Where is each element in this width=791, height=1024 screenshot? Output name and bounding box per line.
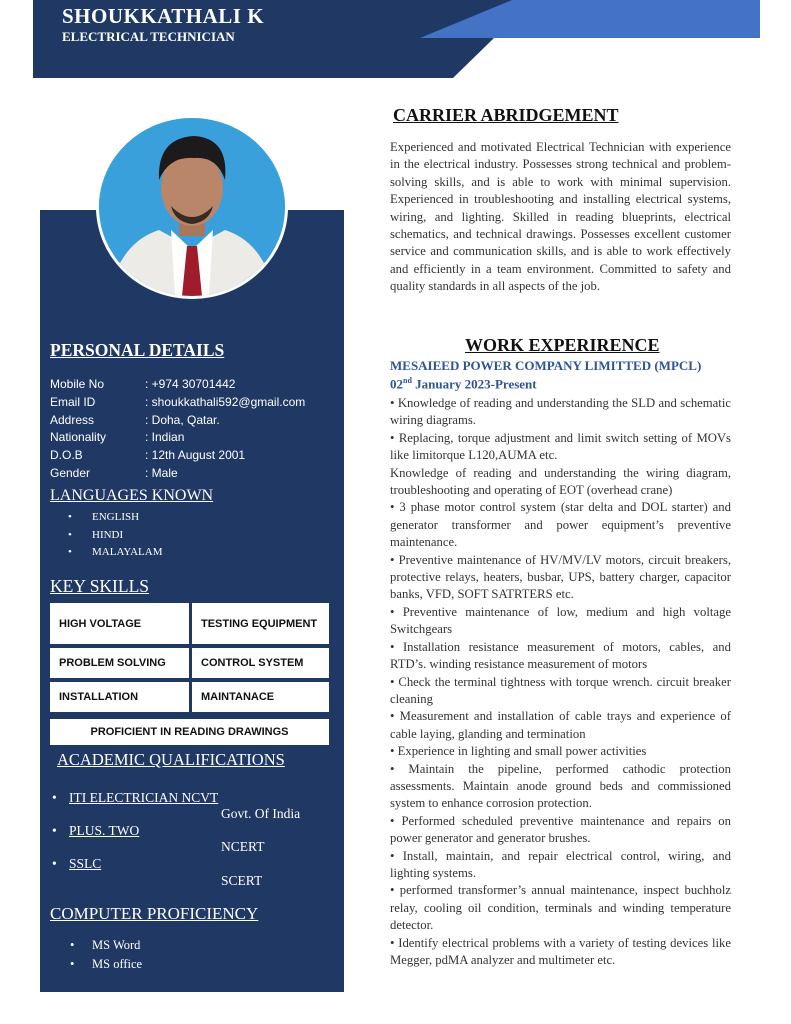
personal-value: : Indian xyxy=(145,430,185,445)
academic-item-sslc: • SSLC xyxy=(52,856,102,871)
personal-row-dob xyxy=(50,447,305,465)
candidate-role: ELECTRICAL TECHNICIAN xyxy=(62,29,235,44)
personal-row-address xyxy=(50,412,305,430)
summary-paragraph: Experienced and motivated Electrical Technician with experience in the electrical industry. Possesses strong technical and problem-solving skills, and is able to work with minimal supervision. Experienced in troubleshooting and installing electrical systems, wiring, and lighting. Skilled in reading blueprints, electrical schematics, and technical drawings. Possesses excellent customer service and communication skills, and is able to work effectively and efficiently in a team environment. Committed to safety and quality standards in all aspects of the job. xyxy=(390,140,731,294)
date-suffix: nd xyxy=(403,376,412,385)
academic-name: SSLC xyxy=(69,856,102,871)
duty-item: • Install, maintain, and repair electrical control, wiring, and lighting systems. xyxy=(390,848,731,880)
skill-box: PROBLEM SOLVING xyxy=(50,648,189,678)
computer-item: • MS office xyxy=(70,957,143,971)
duty-item: • Maintain the pipeline, performed cathodic protection assessments. Maintain anode ground beds and commissioned system to enhance corrosion protection. xyxy=(390,761,731,811)
profile-photo-illustration xyxy=(99,118,285,296)
duty-item: Knowledge of reading and understanding the wiring diagram, troubleshooting and operating of EOT (overhead crane) xyxy=(390,465,731,498)
duty-item: • Preventive maintenance of HV/MV/LV motors, circuit breakers, protective relays, heaters, busbar, UPS, battery charger, capacitor banks, VFD, SOFT SATRTERS etc. xyxy=(390,552,731,602)
academic-item-iti: • ITI ELECTRICIAN NCVT xyxy=(52,790,219,805)
skill-box: CONTROL SYSTEM xyxy=(192,648,329,678)
skill-box-wide: PROFICIENT IN READING DRAWINGS xyxy=(50,719,329,745)
summary-heading: CARRIER ABRIDGEMENT xyxy=(393,105,619,125)
duty-item: • Experience in lighting and small power activities xyxy=(390,744,647,759)
personal-key: Nationality xyxy=(50,430,107,445)
date-day: 02 xyxy=(390,376,403,392)
personal-row-email xyxy=(50,394,305,412)
personal-key: D.O.B xyxy=(50,448,83,463)
academic-item-plustwo: • PLUS. TWO xyxy=(52,823,140,838)
academic-heading: ACADEMIC QUALIFICATIONS xyxy=(57,750,285,769)
computer-item-label: MS Word xyxy=(92,938,141,952)
skill-box: TESTING EQUIPMENT xyxy=(192,603,329,644)
personal-details-heading: PERSONAL DETAILS xyxy=(50,340,225,360)
duty-item: • Check the terminal tightness with torque wrench. circuit breaker cleaning xyxy=(390,674,731,706)
personal-row-gender xyxy=(50,465,305,483)
skill-box: INSTALLATION xyxy=(50,682,189,712)
work-heading: WORK EXPERIRENCE xyxy=(465,335,660,355)
language-item: • MALAYALAM xyxy=(68,544,163,562)
academic-name: PLUS. TWO xyxy=(69,823,140,838)
computer-heading: COMPUTER PROFICIENCY xyxy=(50,904,259,923)
duty-item: • Knowledge of reading and understanding the SLD and schematic wiring diagrams. xyxy=(390,396,731,428)
profile-photo xyxy=(96,115,288,299)
duty-item: • Performed scheduled preventive maintenance and repairs on power generator and generator brushes. xyxy=(390,813,731,846)
sidebar xyxy=(40,210,344,992)
personal-key: Email ID xyxy=(50,394,96,409)
personal-key: Address xyxy=(50,412,95,427)
academic-board: NCERT xyxy=(221,839,265,854)
date-rest: January 2023-Present xyxy=(411,376,537,392)
academic-board: Govt. Of India xyxy=(221,806,301,821)
languages-list xyxy=(68,509,163,562)
personal-key: Mobile No xyxy=(50,377,105,391)
personal-value: : 12th August 2001 xyxy=(145,448,246,463)
computer-item-label: MS office xyxy=(92,957,143,971)
language-item: • HINDI xyxy=(68,527,163,545)
computer-item: • MS Word xyxy=(70,938,141,952)
company-name: MESAIEED POWER COMPANY LIMITTED (MPCL) xyxy=(390,358,702,373)
duty-item: • Measurement and installation of cable trays and experience of cable laying, glanding and termination xyxy=(390,709,731,741)
employment-date xyxy=(390,376,537,392)
language-item: • ENGLISH xyxy=(68,509,163,527)
academic-board: SCERT xyxy=(221,873,263,888)
academic-name: ITI ELECTRICIAN NCVT xyxy=(69,790,219,805)
duty-item: • Installation resistance measurement of motors, cables, and RTD’s. winding resistance measurement of motors xyxy=(390,639,731,672)
skill-box: HIGH VOLTAGE xyxy=(50,603,189,644)
duty-item: • 3 phase motor control system (star delta and DOL starter) and generator transformer and power equipment’s preventive maintenance. xyxy=(390,500,731,550)
personal-details-list xyxy=(50,376,305,483)
email-link[interactable]: : shoukkathali592@gmail.com xyxy=(145,394,306,409)
skill-box: MAINTANACE xyxy=(192,682,329,712)
personal-value: : +974 30701442 xyxy=(145,377,236,391)
duty-item: • Identify electrical problems with a variety of testing devices like Megger, pdMA analyzer and multimeter etc. xyxy=(390,935,731,967)
languages-heading: LANGUAGES KNOWN xyxy=(50,487,214,504)
personal-value: : Male xyxy=(145,465,178,480)
personal-key: Gender xyxy=(50,465,91,480)
key-skills-heading: KEY SKILLS xyxy=(50,576,150,596)
personal-row-nationality xyxy=(50,429,305,447)
personal-value: : Doha, Qatar. xyxy=(145,412,220,427)
duty-item: • performed transformer’s annual maintenance, inspect buchholz relay, cooling oil condition, terminals and winding temperature detector. xyxy=(390,883,731,933)
personal-row-mobile xyxy=(50,376,305,394)
work-duties-list xyxy=(390,395,731,969)
duty-item: • Replacing, torque adjustment and limit switch setting of MOVs like limitorque L120,AUMA etc. xyxy=(390,430,731,463)
duty-item: • Preventive maintenance of low, medium and high voltage Switchgears xyxy=(390,604,731,637)
candidate-name: SHOUKKATHALI K xyxy=(62,4,265,28)
